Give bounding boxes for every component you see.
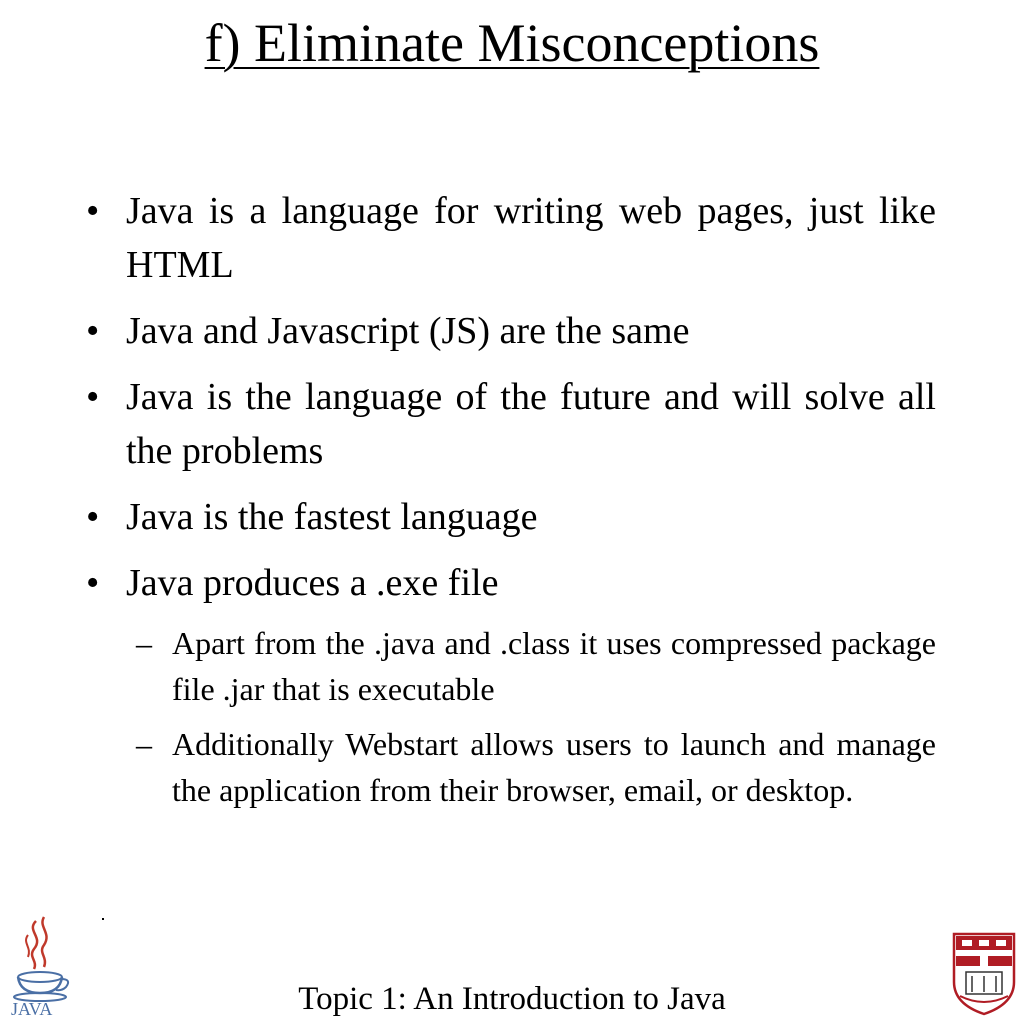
bullet-marker: • — [86, 190, 100, 232]
bullet-text: Java is the fastest language — [126, 496, 538, 538]
sub-bullet-text: Additionally Webstart allows users to launch and manage the application from their browser, email, or desktop. — [172, 726, 936, 808]
sub-bullet-marker: – — [136, 726, 152, 762]
slide-title — [0, 8, 1024, 78]
bullet-marker: • — [86, 310, 100, 352]
java-logo-text: JAVA — [11, 999, 53, 1019]
slide-title-text: f) Eliminate Misconceptions — [204, 13, 820, 73]
bullet-marker: • — [86, 562, 100, 604]
bullet-item — [80, 556, 936, 610]
bullet-list — [80, 184, 936, 822]
bullet-item — [80, 184, 936, 292]
sub-bullet-text: Apart from the .java and .class it uses compressed package file .jar that is executable — [172, 625, 936, 707]
sub-bullet-item — [80, 620, 936, 712]
bullet-text: Java is the language of the future and will solve all the problems — [126, 376, 936, 472]
bullet-item — [80, 370, 936, 478]
bullet-item — [80, 304, 936, 358]
bullet-text: Java produces a .exe file — [126, 562, 499, 604]
stray-dot — [102, 918, 104, 920]
bullet-marker: • — [86, 376, 100, 418]
sub-bullet-marker: – — [136, 625, 152, 661]
bullet-text: Java and Javascript (JS) are the same — [126, 310, 690, 352]
bullet-marker: • — [86, 496, 100, 538]
sub-bullet-item — [80, 721, 936, 813]
bullet-item — [80, 490, 936, 544]
bullet-text: Java is a language for writing web pages, just like HTML — [126, 190, 936, 286]
slide-footer: Topic 1: An Introduction to Java — [298, 981, 726, 1017]
